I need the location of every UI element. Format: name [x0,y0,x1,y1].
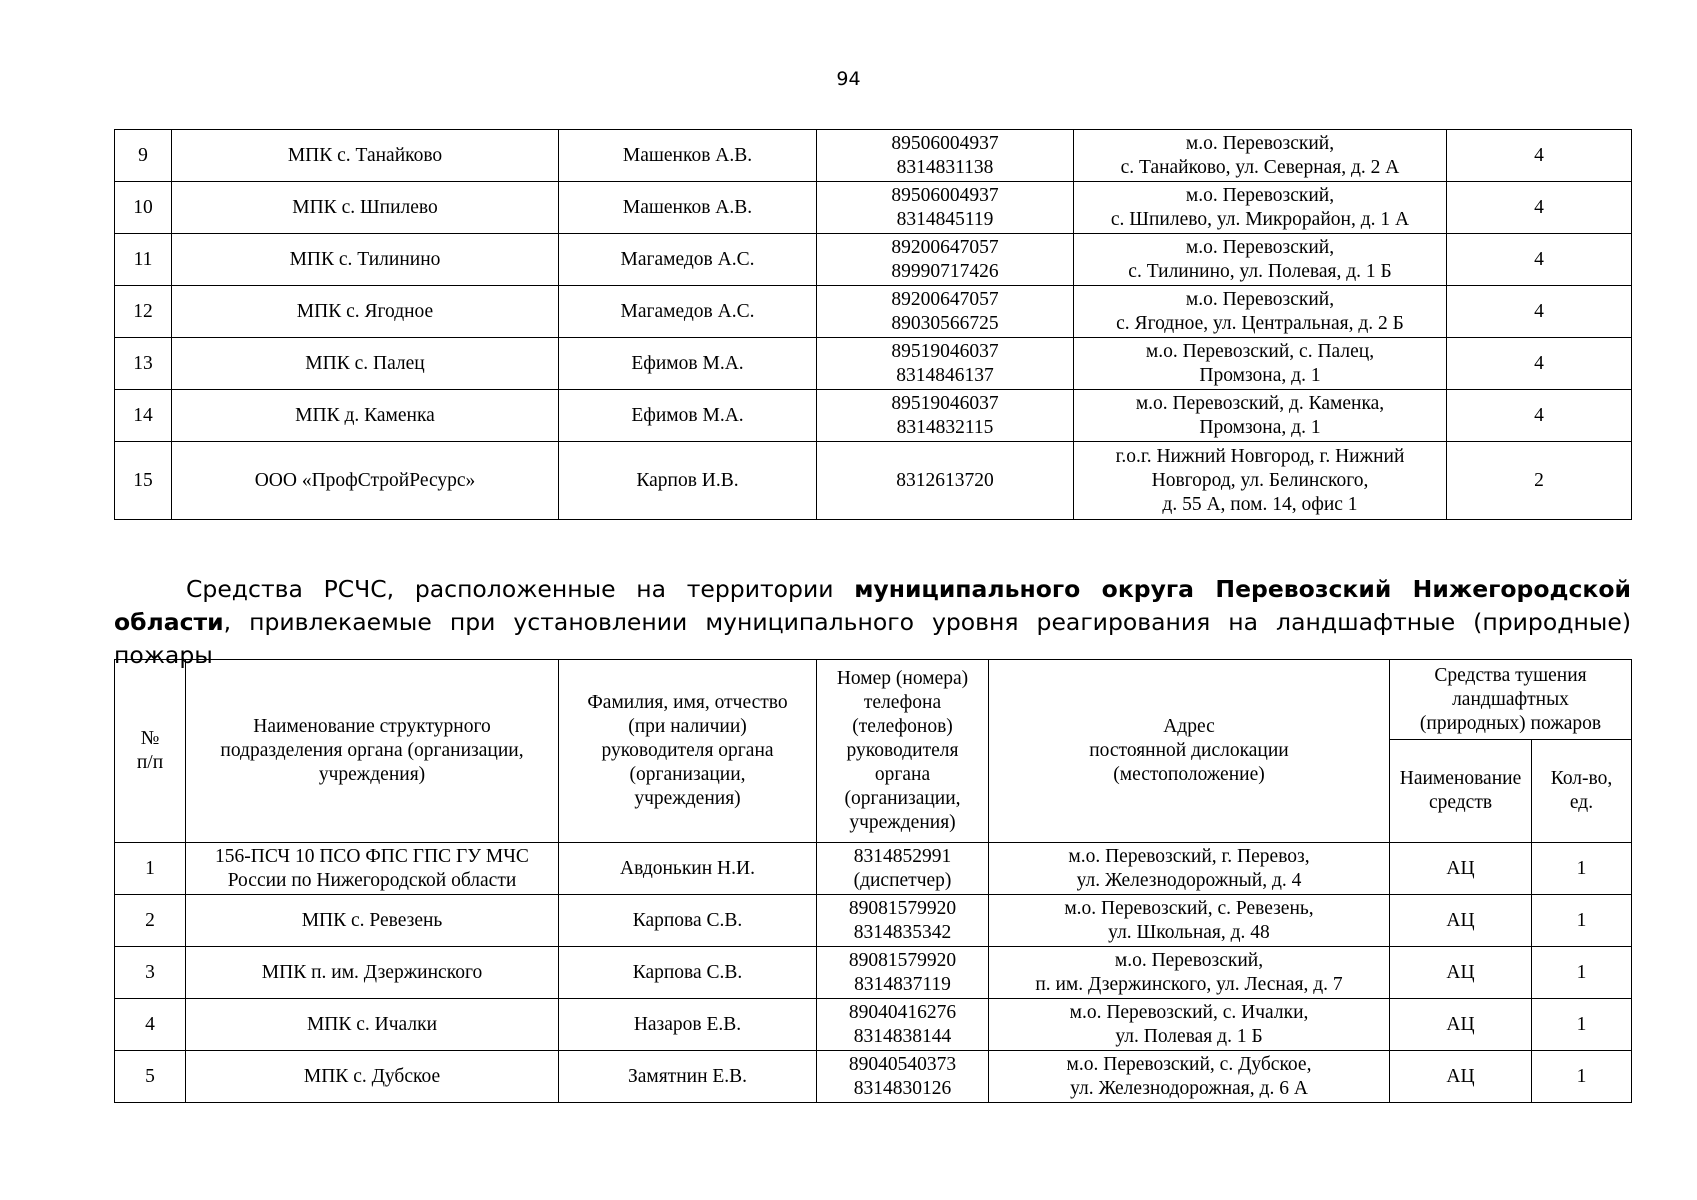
unit-name: МПК с. Шпилево [172,182,559,234]
text-line: 89990717426 [891,260,999,282]
unit-name [186,1051,559,1103]
text-line: ул. Железнодорожная, д. 6 А [1070,1077,1308,1099]
page-number: 94 [836,68,861,90]
header-address [989,660,1390,843]
address [1074,234,1447,286]
text-line: м.о. Перевозский, г. Перевоз, [1068,845,1310,867]
unit-name [186,947,559,999]
text-line: м.о. Перевозский, [1185,236,1335,258]
text-line: м.о. Перевозский, д. Каменка, [1135,392,1385,414]
rescue-units-table-continued [114,129,1632,520]
head-name: Карпова С.В. [559,895,817,947]
phone-numbers [817,234,1074,286]
staff-count: 4 [1447,286,1632,338]
unit-name: МПК с. Танайково [172,130,559,182]
text-line: 8314852991 [853,845,952,867]
header-phone [817,660,989,843]
header-unit-name [186,660,559,843]
address [1074,286,1447,338]
row-number: 13 [115,338,172,390]
means-count: 1 [1532,843,1632,895]
text-line: ул. Полевая д. 1 Б [1115,1025,1263,1047]
phone-numbers [817,895,989,947]
text-line: (природных) пожаров [1419,712,1602,734]
means-name: АЦ [1390,843,1532,895]
head-name: Магамедов А.С. [559,234,817,286]
text-line: 89030566725 [891,312,999,334]
text-line: 8314846137 [896,364,994,386]
text-line: ландшафтных [1452,688,1569,710]
text-line: (организации, [629,764,746,785]
phone-numbers [817,130,1074,182]
table-row [115,895,1632,947]
unit-name: МПК с. Палец [172,338,559,390]
unit-name: МПК с. Тилинино [172,234,559,286]
text-line: (при наличии) [628,716,747,737]
means-count: 1 [1532,1051,1632,1103]
table-row [115,843,1632,895]
text-line: 8314832115 [896,416,994,438]
text-line: д. 55 А, пом. 14, офис 1 [1162,493,1358,515]
text-line: 89040416276 [848,1001,957,1023]
head-name: Ефимов М.А. [559,390,817,442]
text-line: 8314838144 [853,1025,952,1047]
phone-numbers [817,843,989,895]
table-row [115,390,1632,442]
table-row [115,338,1632,390]
row-number: 3 [115,947,186,999]
table-body [115,130,1632,520]
text-line: (телефонов) [852,716,953,737]
text-line: 89200647057 [891,288,999,310]
means-count: 1 [1532,895,1632,947]
means-name: АЦ [1390,947,1532,999]
row-number: 4 [115,999,186,1051]
text-line: Промзона, д. 1 [1199,364,1321,386]
text-line: м.о. Перевозский, [1185,184,1335,206]
text-line: м.о. Перевозский, с. Ревезень, [1064,897,1314,919]
text-line: м.о. Перевозский, с. Палец, [1145,340,1375,362]
row-number: 5 [115,1051,186,1103]
head-name: Машенков А.В. [559,182,817,234]
address [1074,130,1447,182]
text-line: учреждения) [634,788,741,809]
unit-name [186,999,559,1051]
text-line: 89506004937 [891,132,999,154]
text-line: 89519046037 [891,340,999,362]
header-head-name [559,660,817,843]
means-name: АЦ [1390,1051,1532,1103]
text-line: Новгород, ул. Белинского, [1151,469,1369,491]
means-count: 1 [1532,999,1632,1051]
phone-numbers [817,947,989,999]
text-line: Адрес [1163,716,1215,737]
staff-count: 4 [1447,338,1632,390]
address [989,843,1390,895]
text-line: Наименование [1399,768,1522,789]
phone-numbers [817,390,1074,442]
text-line: Кол-во, [1550,768,1613,789]
text-line: м.о. Перевозский, [1185,132,1335,154]
table-row [115,999,1632,1051]
text-line: руководителя [846,740,959,761]
staff-count: 4 [1447,390,1632,442]
head-name: Назаров Е.В. [559,999,817,1051]
unit-name [186,895,559,947]
header-means-group [1390,660,1632,740]
staff-count: 2 [1447,442,1632,520]
text-line: 89081579920 [848,897,957,919]
row-number: 9 [115,130,172,182]
text-line: п. им. Дзержинского, ул. Лесная, д. 7 [1035,973,1343,995]
header-means-count [1532,740,1632,843]
staff-count: 4 [1447,182,1632,234]
text-line: 8314835342 [853,921,952,943]
text-line: (диспетчер) [853,869,952,891]
text-line: ул. Школьная, д. 48 [1108,921,1270,943]
head-name: Замятнин Е.В. [559,1051,817,1103]
means-name: АЦ [1390,895,1532,947]
address [989,999,1390,1051]
text-line: Наименование структурного [253,716,491,737]
row-number: 10 [115,182,172,234]
heading-text-part1: Средства РСЧС, расположенные на территории [186,575,855,603]
text-line: м.о. Перевозский, с. Ичалки, [1069,1001,1309,1023]
text-line: с. Ягодное, ул. Центральная, д. 2 Б [1116,312,1404,334]
text-line: учреждения) [849,812,956,833]
table-row [115,182,1632,234]
text-line: телефона [863,692,942,713]
head-name: Авдонькин Н.И. [559,843,817,895]
table-row [115,947,1632,999]
text-line: с. Танайково, ул. Северная, д. 2 А [1120,156,1400,178]
text-line: 89200647057 [891,236,999,258]
address [1074,182,1447,234]
table-body [115,843,1632,1103]
section-heading [114,573,1631,672]
text-line: (организации, [844,788,961,809]
phone-numbers [817,999,989,1051]
text-line: МПК с. Ревезень [301,909,443,931]
heading-bold-text: муниципального округа Перевозский Нижегородской области [114,575,1631,636]
head-name: Карпов И.В. [559,442,817,520]
header-num [115,660,186,843]
address [989,895,1390,947]
text-line: 156-ПСЧ 10 ПСО ФПС ГПС ГУ МЧС [215,845,529,867]
unit-name: МПК д. Каменка [172,390,559,442]
text-line: России по Нижегородской области [227,869,517,891]
row-number: 14 [115,390,172,442]
text-line: п/п [136,752,164,773]
text-line: МПК с. Ичалки [306,1013,438,1035]
text-line: ул. Железнодорожный, д. 4 [1076,869,1302,891]
text-line: 8314830126 [853,1077,952,1099]
table-row [115,442,1632,520]
text-line: Фамилия, имя, отчество [587,692,788,713]
table-row [115,234,1632,286]
phone-numbers [817,1051,989,1103]
text-line: м.о. Перевозский, с. Дубское, [1066,1053,1312,1075]
address [1074,338,1447,390]
head-name: Магамедов А.С. [559,286,817,338]
rsches-forces-table [114,659,1632,1103]
text-line: ед. [1569,792,1594,813]
head-name: Ефимов М.А. [559,338,817,390]
text-line: подразделения органа (организации, [220,740,524,761]
table-row [115,286,1632,338]
row-number: 1 [115,843,186,895]
row-number: 15 [115,442,172,520]
address [1074,390,1447,442]
text-line: учреждения) [318,764,426,785]
text-line: 89506004937 [891,184,999,206]
text-line: Промзона, д. 1 [1199,416,1321,438]
text-line: с. Тилинино, ул. Полевая, д. 1 Б [1128,260,1392,282]
head-name: Машенков А.В. [559,130,817,182]
address [989,1051,1390,1103]
text-line: МПК с. Дубское [303,1065,441,1087]
phone-numbers [817,286,1074,338]
text-line: (местоположение) [1113,764,1265,785]
text-line: руководителя органа [601,740,774,761]
means-count: 1 [1532,947,1632,999]
text-line: 89040540373 [848,1053,957,1075]
text-line: 8314831138 [896,156,994,178]
staff-count: 4 [1447,130,1632,182]
unit-name: МПК с. Ягодное [172,286,559,338]
text-line: Средства тушения [1434,664,1587,686]
text-line: средств [1428,792,1493,813]
row-number: 12 [115,286,172,338]
text-line: Номер (номера) [836,668,969,689]
text-line: постоянной дислокации [1089,740,1289,761]
table-row [115,130,1632,182]
text-line: г.о.г. Нижний Новгород, г. Нижний [1115,445,1405,467]
text-line: 89081579920 [848,949,957,971]
text-line: 8314837119 [854,973,951,995]
row-number: 2 [115,895,186,947]
header-means-name [1390,740,1532,843]
means-name: АЦ [1390,999,1532,1051]
staff-count: 4 [1447,234,1632,286]
address [989,947,1390,999]
unit-name [186,843,559,895]
text-line: МПК п. им. Дзержинского [261,961,483,983]
phone-numbers [817,442,1074,520]
table-row [115,1051,1632,1103]
head-name: Карпова С.В. [559,947,817,999]
text-line: 89519046037 [891,392,999,414]
phone-numbers [817,338,1074,390]
text-line: м.о. Перевозский, [1114,949,1264,971]
phone-numbers [817,182,1074,234]
text-line: органа [874,764,931,785]
text-line: № [140,728,160,749]
text-line: с. Шпилево, ул. Микрорайон, д. 1 А [1110,208,1410,230]
heading-text-part2: , привлекаемые при установлении муниципального уровня реагирования на ландшафтные (природные) пожары [114,608,1631,669]
address [1074,442,1447,520]
unit-name: ООО «ПрофСтройРесурс» [172,442,559,520]
text-line: м.о. Перевозский, [1185,288,1335,310]
text-line: 8314845119 [896,208,994,230]
row-number: 11 [115,234,172,286]
text-line: 8312613720 [896,469,994,491]
